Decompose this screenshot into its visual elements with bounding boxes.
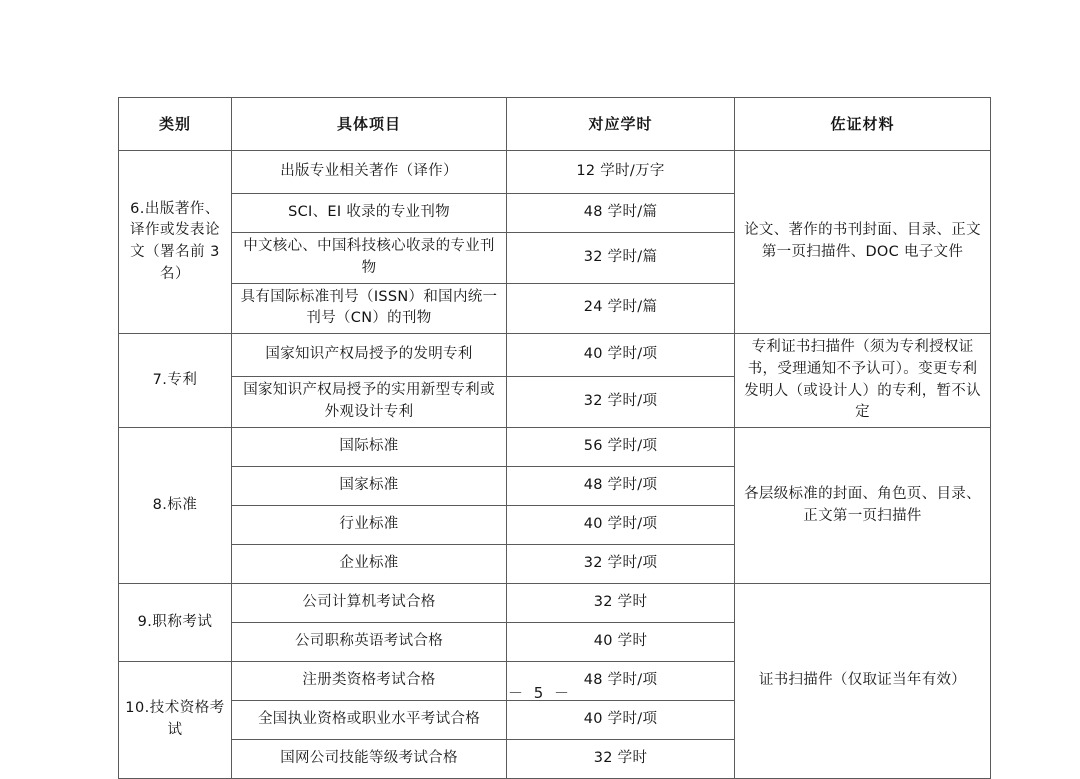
- category-cell-patent: 7.专利: [119, 334, 232, 428]
- item-cell: 国网公司技能等级考试合格: [232, 740, 507, 779]
- table-header: [119, 98, 991, 151]
- column-header-category: 类别: [119, 98, 232, 151]
- category-cell-standard: 8.标准: [119, 428, 232, 584]
- hours-cell: 48 学时/篇: [507, 194, 735, 233]
- proof-cell-patent: 专利证书扫描件（须为专利授权证书，受理通知不予认可）。变更专利发明人（或设计人）的专利，暂不认定: [735, 334, 991, 428]
- table-row: [119, 151, 991, 194]
- table-row: [119, 584, 991, 623]
- item-cell: 中文核心、中国科技核心收录的专业刊物: [232, 233, 507, 284]
- item-cell: 国家知识产权局授予的发明专利: [232, 334, 507, 377]
- proof-cell-standard: 各层级标准的封面、角色页、目录、正文第一页扫描件: [735, 428, 991, 584]
- item-cell: 出版专业相关著作（译作）: [232, 151, 507, 194]
- hours-cell: 40 学时/项: [507, 701, 735, 740]
- hours-cell: 24 学时/篇: [507, 283, 735, 334]
- hours-cell: 32 学时/项: [507, 377, 735, 428]
- hours-cell: 32 学时/项: [507, 545, 735, 584]
- hours-cell: 40 学时: [507, 623, 735, 662]
- proof-cell-publications: 论文、著作的书刊封面、目录、正文第一页扫描件、DOC 电子文件: [735, 151, 991, 334]
- item-cell: 具有国际标准刊号（ISSN）和国内统一刊号（CN）的刊物: [232, 283, 507, 334]
- column-header-hours: 对应学时: [507, 98, 735, 151]
- hours-cell: 32 学时/篇: [507, 233, 735, 284]
- proof-cell-certificate: 证书扫描件（仅取证当年有效）: [735, 584, 991, 779]
- hours-cell: 56 学时/项: [507, 428, 735, 467]
- item-cell: 国家标准: [232, 467, 507, 506]
- item-cell: 全国执业资格或职业水平考试合格: [232, 701, 507, 740]
- column-header-proof: 佐证材料: [735, 98, 991, 151]
- table-row: [119, 428, 991, 467]
- hours-cell: 32 学时: [507, 740, 735, 779]
- item-cell: 国家知识产权局授予的实用新型专利或外观设计专利: [232, 377, 507, 428]
- item-cell: SCI、EI 收录的专业刊物: [232, 194, 507, 233]
- hours-cell: 40 学时/项: [507, 506, 735, 545]
- credit-hours-table: [118, 97, 991, 779]
- page-number: － 5 －: [507, 684, 573, 702]
- column-header-item: 具体项目: [232, 98, 507, 151]
- hours-cell: 40 学时/项: [507, 334, 735, 377]
- hours-cell: 48 学时/项: [507, 662, 735, 701]
- category-cell-title-exam: 9.职称考试: [119, 584, 232, 662]
- hours-cell: 32 学时: [507, 584, 735, 623]
- table-row: [119, 334, 991, 377]
- item-cell: 公司计算机考试合格: [232, 584, 507, 623]
- item-cell: 国际标准: [232, 428, 507, 467]
- hours-cell: 12 学时/万字: [507, 151, 735, 194]
- item-cell: 行业标准: [232, 506, 507, 545]
- item-cell: 公司职称英语考试合格: [232, 623, 507, 662]
- item-cell: 企业标准: [232, 545, 507, 584]
- table-header-row: [119, 98, 991, 151]
- item-cell: 注册类资格考试合格: [232, 662, 507, 701]
- hours-cell: 48 学时/项: [507, 467, 735, 506]
- category-cell-technical-exam: 10.技术资格考试: [119, 662, 232, 779]
- category-cell-publications: 6.出版著作、译作或发表论文（署名前 3 名）: [119, 151, 232, 334]
